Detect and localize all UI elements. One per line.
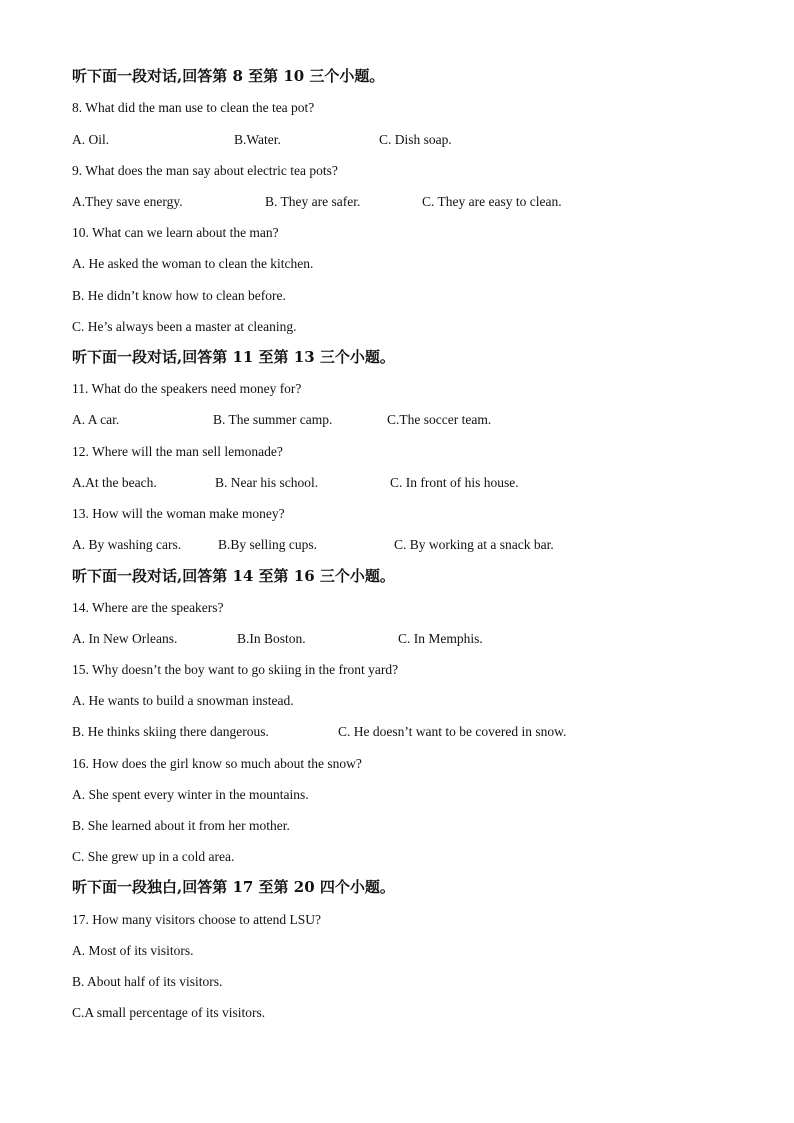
option-11-b: B. The summer camp. [213, 412, 333, 427]
option-8-b: B.Water. [234, 132, 281, 147]
question-13: 13. How will the woman make money? [72, 506, 285, 521]
option-16-a: A. She spent every winter in the mountains. [72, 787, 309, 802]
option-12-a: A.At the beach. [72, 475, 157, 490]
option-8-c: C. Dish soap. [379, 132, 452, 147]
question-16: 16. How does the girl know so much about the snow? [72, 756, 362, 771]
option-9-a: A.They save energy. [72, 194, 183, 209]
question-8: 8. What did the man use to clean the tea pot? [72, 100, 315, 115]
option-17-b: B. About half of its visitors. [72, 974, 223, 989]
section-heading-8-10: 听下面一段对话,回答第 8 至第 10 三个小题。 [72, 67, 385, 85]
question-9: 9. What does the man say about electric tea pots? [72, 163, 338, 178]
question-11: 11. What do the speakers need money for? [72, 381, 302, 396]
option-15-a: A. He wants to build a snowman instead. [72, 693, 294, 708]
option-14-a: A. In New Orleans. [72, 631, 178, 646]
option-11-a: A. A car. [72, 412, 120, 427]
section-heading-17-20: 听下面一段独白,回答第 17 至第 20 四个小题。 [72, 878, 395, 896]
option-9-b: B. They are safer. [265, 194, 361, 209]
question-17: 17. How many visitors choose to attend LSU? [72, 912, 321, 927]
option-9-c: C. They are easy to clean. [422, 194, 562, 209]
question-15: 15. Why doesn’t the boy want to go skiing in the front yard? [72, 662, 399, 677]
option-13-a: A. By washing cars. [72, 537, 182, 552]
question-14: 14. Where are the speakers? [72, 600, 224, 615]
option-8-a: A. Oil. [72, 132, 110, 147]
question-12: 12. Where will the man sell lemonade? [72, 444, 283, 459]
option-11-c: C.The soccer team. [387, 412, 492, 427]
section-heading-11-13: 听下面一段对话,回答第 11 至第 13 三个小题。 [72, 348, 395, 366]
option-12-b: B. Near his school. [215, 475, 319, 490]
option-13-b: B.By selling cups. [218, 537, 318, 552]
option-15-c: C. He doesn’t want to be covered in snow. [338, 724, 567, 739]
option-17-c: C.A small percentage of its visitors. [72, 1005, 266, 1020]
section-heading-14-16: 听下面一段对话,回答第 14 至第 16 三个小题。 [72, 567, 395, 585]
option-16-b: B. She learned about it from her mother. [72, 818, 290, 833]
option-15-b: B. He thinks skiing there dangerous. [72, 724, 269, 739]
option-10-c: C. He’s always been a master at cleaning. [72, 319, 297, 334]
option-14-b: B.In Boston. [237, 631, 306, 646]
option-14-c: C. In Memphis. [398, 631, 483, 646]
option-10-b: B. He didn’t know how to clean before. [72, 288, 286, 303]
option-17-a: A. Most of its visitors. [72, 943, 194, 958]
option-16-c: C. She grew up in a cold area. [72, 849, 235, 864]
option-10-a: A. He asked the woman to clean the kitchen. [72, 256, 314, 271]
option-13-c: C. By working at a snack bar. [394, 537, 554, 552]
question-10: 10. What can we learn about the man? [72, 225, 279, 240]
option-12-c: C. In front of his house. [390, 475, 519, 490]
